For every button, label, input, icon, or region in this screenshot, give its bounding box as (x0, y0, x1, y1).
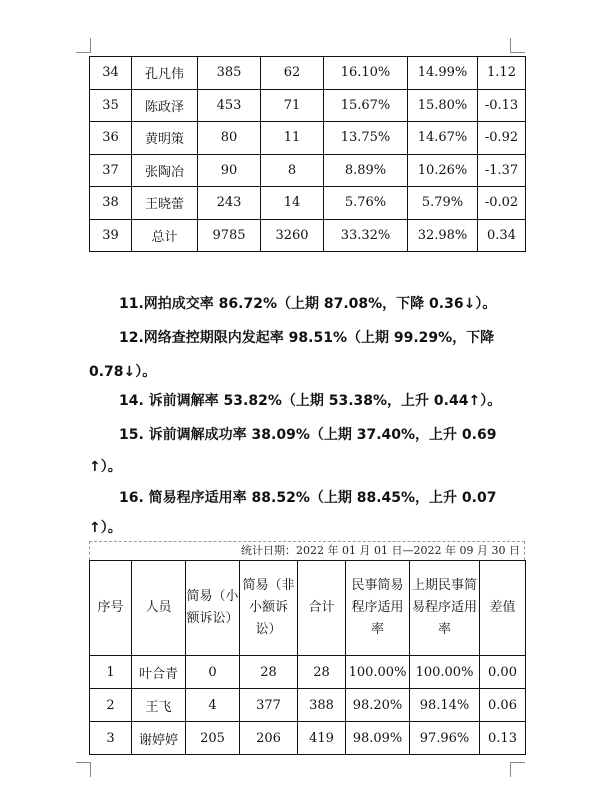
table-cell: -0.02 (478, 187, 526, 220)
table-cell: 97.96% (410, 722, 480, 755)
crop-mark-top-left (76, 38, 91, 53)
simple-procedure-table (89, 560, 526, 755)
column-header: 序号 (90, 561, 132, 656)
table-cell: 15.67% (324, 89, 408, 122)
table-row (90, 89, 526, 122)
table-cell: 王晓蕾 (132, 187, 198, 220)
table-cell: 377 (240, 689, 298, 722)
table-cell: 0.13 (480, 722, 526, 755)
table-cell: 叶合青 (132, 656, 186, 689)
column-header: 人员 (132, 561, 186, 656)
paragraph-12-line-1: 12.网络查控期限内发起率 98.51%（上期 99.29%，下降 (119, 330, 495, 346)
table-cell: -0.92 (478, 122, 526, 155)
table-cell: -1.37 (478, 154, 526, 187)
table-cell: 8 (261, 154, 324, 187)
table-cell: 206 (240, 722, 298, 755)
paragraph-11: 11.网拍成交率 86.72%（上期 87.08%，下降 0.36↓）。 (119, 296, 497, 312)
table-cell: 16.10% (324, 57, 408, 90)
paragraph-15-line-1: 15. 诉前调解成功率 38.09%（上期 37.40%，上升 0.69 (119, 427, 497, 443)
simple-procedure-table-header (90, 561, 526, 656)
table-cell: 388 (298, 689, 346, 722)
table-cell: 62 (261, 57, 324, 90)
table-cell: 8.89% (324, 154, 408, 187)
table-cell: 38 (90, 187, 132, 220)
simple-procedure-table-body (90, 656, 526, 755)
table-cell: 黄明策 (132, 122, 198, 155)
statistics-date: 统计日期：2022 年 01 月 01 日—2022 年 09 月 30 日 (89, 541, 525, 560)
paragraph-16-line-1: 16. 简易程序适用率 88.52%（上期 88.45%，上升 0.07 (119, 490, 497, 506)
table-row (90, 656, 526, 689)
table-cell: 14 (261, 187, 324, 220)
table-cell: 9785 (198, 219, 261, 252)
table-cell: 张陶冶 (132, 154, 198, 187)
table-cell: 90 (198, 154, 261, 187)
table-cell: 3 (90, 722, 132, 755)
crop-mark-bottom-left (76, 762, 91, 777)
column-header: 上期民事简易程序适用率 (410, 561, 480, 656)
table-row (90, 154, 526, 187)
table-cell: 总计 (132, 219, 198, 252)
table-cell: 243 (198, 187, 261, 220)
table-row (90, 57, 526, 90)
table-cell: 13.75% (324, 122, 408, 155)
paragraph-15-line-2: ↑）。 (89, 459, 122, 475)
table-cell: 385 (198, 57, 261, 90)
paragraph-14: 14. 诉前调解率 53.82%（上期 53.38%，上升 0.44↑）。 (119, 393, 502, 409)
table-cell: 28 (240, 656, 298, 689)
column-header: 合计 (298, 561, 346, 656)
table-cell: -0.13 (478, 89, 526, 122)
simple-procedure-table-section (89, 541, 525, 755)
table-cell: 0.34 (478, 219, 526, 252)
table-cell: 100.00% (410, 656, 480, 689)
table-cell: 王飞 (132, 689, 186, 722)
table-cell: 98.14% (410, 689, 480, 722)
table-cell: 0.06 (480, 689, 526, 722)
table-cell: 35 (90, 89, 132, 122)
table-cell: 5.76% (324, 187, 408, 220)
table-row (90, 722, 526, 755)
crop-mark-top-right (510, 38, 525, 53)
table-cell: 32.98% (408, 219, 478, 252)
table-cell: 陈政泽 (132, 89, 198, 122)
column-header: 民事简易程序适用率 (346, 561, 410, 656)
table-cell: 1 (90, 656, 132, 689)
table-cell: 0 (186, 656, 240, 689)
table-cell: 80 (198, 122, 261, 155)
table-cell: 孔凡伟 (132, 57, 198, 90)
paragraph-16-line-2: ↑）。 (89, 520, 122, 536)
table-row (90, 122, 526, 155)
table-row (90, 187, 526, 220)
table-cell: 98.09% (346, 722, 410, 755)
table-cell: 10.26% (408, 154, 478, 187)
ranking-table (89, 56, 526, 252)
table-cell: 28 (298, 656, 346, 689)
table-cell: 34 (90, 57, 132, 90)
table-cell: 11 (261, 122, 324, 155)
ranking-table-body (90, 57, 526, 252)
table-cell: 71 (261, 89, 324, 122)
table-row (90, 689, 526, 722)
table-cell: 2 (90, 689, 132, 722)
column-header: 简易（非小额诉讼） (240, 561, 298, 656)
table-cell: 15.80% (408, 89, 478, 122)
table-cell: 36 (90, 122, 132, 155)
crop-mark-bottom-right (510, 762, 525, 777)
column-header: 差值 (480, 561, 526, 656)
table-cell: 453 (198, 89, 261, 122)
table-cell: 5.79% (408, 187, 478, 220)
table-cell: 37 (90, 154, 132, 187)
table-cell: 4 (186, 689, 240, 722)
table-cell: 3260 (261, 219, 324, 252)
table-row (90, 219, 526, 252)
table-cell: 0.00 (480, 656, 526, 689)
table-cell: 谢婷婷 (132, 722, 186, 755)
table-cell: 100.00% (346, 656, 410, 689)
table-cell: 14.67% (408, 122, 478, 155)
table-cell: 205 (186, 722, 240, 755)
table-cell: 98.20% (346, 689, 410, 722)
table-cell: 419 (298, 722, 346, 755)
table-cell: 33.32% (324, 219, 408, 252)
table-cell: 14.99% (408, 57, 478, 90)
column-header: 简易（小额诉讼） (186, 561, 240, 656)
table-cell: 39 (90, 219, 132, 252)
paragraph-12-line-2: 0.78↓）。 (89, 364, 157, 380)
table-cell: 1.12 (478, 57, 526, 90)
